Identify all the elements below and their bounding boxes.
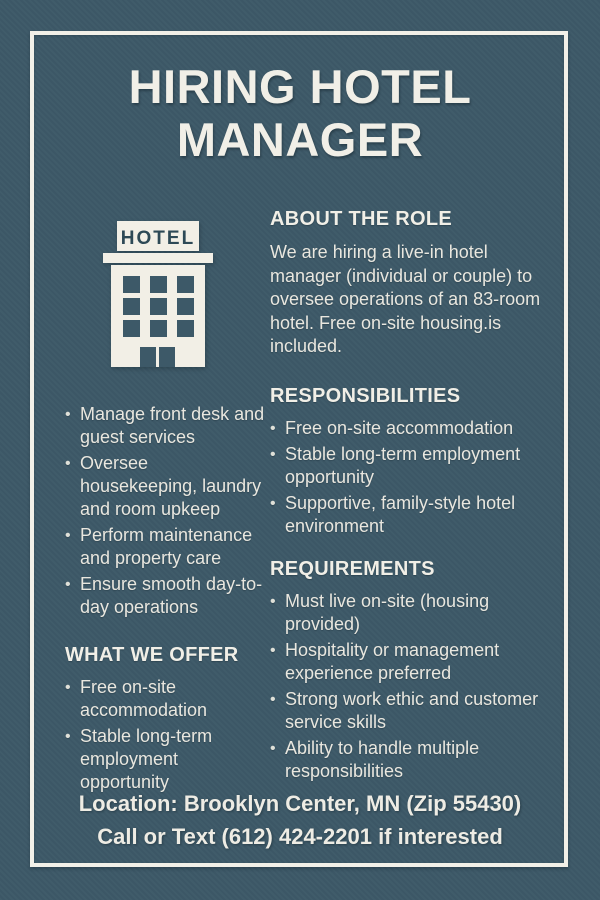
list-item: • Strong work ethic and customer service skills xyxy=(270,688,548,734)
right-column xyxy=(270,199,548,797)
list-item: • Supportive, family-style hotel environment xyxy=(270,492,548,538)
what-we-offer-heading: WHAT WE OFFER xyxy=(65,644,239,666)
list-item: • Free on-site accommodation xyxy=(65,676,270,722)
requirements-heading: REQUIREMENTS xyxy=(270,557,435,580)
content-columns xyxy=(0,199,600,797)
list-item: • Stable long-term employment opportunity xyxy=(65,725,270,794)
list-item: • Oversee housekeeping, laundry and room upkeep xyxy=(65,452,270,521)
list-item: • Free on-site accommodation xyxy=(270,417,548,440)
about-the-role-heading: ABOUT THE ROLE xyxy=(270,208,452,230)
list-item: • Ensure smooth day-to-day operations xyxy=(65,573,270,619)
hotel-sign-text: HOTEL xyxy=(120,228,196,249)
list-item: • Stable long-term employment opportunity xyxy=(270,443,548,489)
duties-list xyxy=(65,403,270,619)
list-item: • Must live on-site (housing provided) xyxy=(270,590,548,636)
list-item: • Hospitality or management experience preferred xyxy=(270,639,548,685)
hotel-building-icon xyxy=(97,217,219,367)
contact-line: Call or Text (612) 424-2201 if interested xyxy=(97,824,503,849)
list-item: • Manage front desk and guest services xyxy=(65,403,270,449)
location-line: Location: Brooklyn Center, MN (Zip 55430) xyxy=(78,791,522,816)
about-the-role-text: We are hiring a live-in hotel manager (individual or couple) to oversee operations of an 83-room hotel. Free on-site housing.is included. xyxy=(270,242,541,356)
footer-contact-block xyxy=(0,787,600,853)
offer-list xyxy=(65,676,270,794)
responsibilities-list xyxy=(270,417,548,538)
list-item: • Perform maintenance and property care xyxy=(65,524,270,570)
list-item: • Ability to handle multiple responsibilities xyxy=(270,737,548,783)
requirements-list xyxy=(270,590,548,783)
poster-title: HIRING HOTEL MANAGER xyxy=(128,60,472,166)
left-column xyxy=(65,199,270,797)
responsibilities-heading: RESPONSIBILITIES xyxy=(270,384,461,407)
